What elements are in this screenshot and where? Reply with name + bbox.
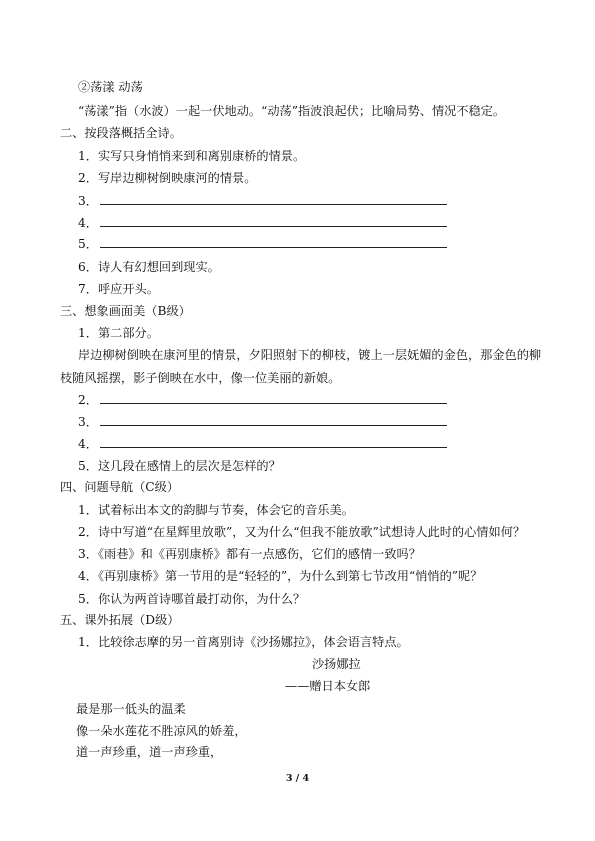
section5-item-1: 1．比较徐志摩的另一首离别诗《沙扬娜拉》，体会语言特点。 <box>78 635 409 649</box>
section4-item-1: 1．试着标出本文的韵脚与节奏，体会它的音乐美。 <box>78 503 354 517</box>
section3-item-1: 1．第二部分。 <box>78 326 159 340</box>
item-number: 3． <box>78 194 98 208</box>
poem-line-3: 道一声珍重，道一声珍重， <box>76 745 223 759</box>
poem-title: 沙扬娜拉 <box>312 657 361 671</box>
section4-item-2: 2．诗中写道“在星辉里放歌”，又为什么“但我不能放歌”试想诗人此时的心情如何？ <box>78 525 526 539</box>
vocab-pair: ②荡漾 动荡 <box>78 80 143 94</box>
section5-heading: 五、课外拓展（D级） <box>60 613 180 627</box>
page-number: 3 / 4 <box>285 773 310 784</box>
section2-blank-item-5 <box>78 236 447 252</box>
poem-subtitle: ——赠日本女郎 <box>285 679 371 693</box>
section4-item-5: 5．你认为两首诗哪首最打动你，为什么？ <box>78 592 306 606</box>
section3-blank-item-2 <box>78 392 447 408</box>
item-number: 2． <box>78 393 98 407</box>
item-number: 5． <box>78 237 98 251</box>
section3-blank-item-4 <box>78 436 447 452</box>
section2-item-1: 1．实写只身悄悄来到和离别康桥的情景。 <box>78 149 306 163</box>
section2-item-6: 6．诗人有幻想回到现实。 <box>78 260 220 274</box>
answer-blank[interactable] <box>100 436 447 448</box>
section2-blank-item-3 <box>78 193 447 209</box>
answer-blank[interactable] <box>100 236 447 248</box>
section3-paragraph-line-1: 岸边柳树倒映在康河里的情景，夕阳照射下的柳枝，镀上一层妩媚的金色，那金色的柳 <box>78 348 542 362</box>
answer-blank[interactable] <box>100 392 447 404</box>
poem-line-2: 像一朵水莲花不胜凉风的娇羞， <box>76 724 247 738</box>
poem-line-1: 最是那一低头的温柔 <box>76 702 186 716</box>
section2-item-2: 2．写岸边柳树倒映康河的情景。 <box>78 171 257 185</box>
item-number: 3． <box>78 415 98 429</box>
section3-blank-item-3 <box>78 414 447 430</box>
item-number: 4． <box>78 216 98 230</box>
vocab-explanation: “荡漾”指（水波）一起一伏地动。“动荡”指波浪起伏；比喻局势、情况不稳定。 <box>78 104 506 118</box>
answer-blank[interactable] <box>100 193 447 205</box>
answer-blank[interactable] <box>100 215 447 227</box>
section3-item-5: 5．这几段在感情上的层次是怎样的？ <box>78 459 281 473</box>
section2-blank-item-4 <box>78 215 447 231</box>
answer-blank[interactable] <box>100 414 447 426</box>
section2-item-7: 7．呼应开头。 <box>78 282 159 296</box>
section3-paragraph-line-2: 枝随风摇摆，影子倒映在水中，像一位美丽的新娘。 <box>60 371 341 385</box>
section3-heading: 三、想象画面美（B级） <box>60 304 191 318</box>
section4-item-3: 3．《雨巷》和《再别康桥》都有一点感伤，它们的感情一致吗？ <box>78 547 421 561</box>
section4-item-4: 4．《再别康桥》第一节用的是“轻轻的”，为什么到第七节改用“悄悄的”呢？ <box>78 569 483 583</box>
item-number: 4． <box>78 437 98 451</box>
section4-heading: 四、问题导航（C级） <box>60 480 180 494</box>
section2-heading: 二、按段落概括全诗。 <box>60 126 182 140</box>
